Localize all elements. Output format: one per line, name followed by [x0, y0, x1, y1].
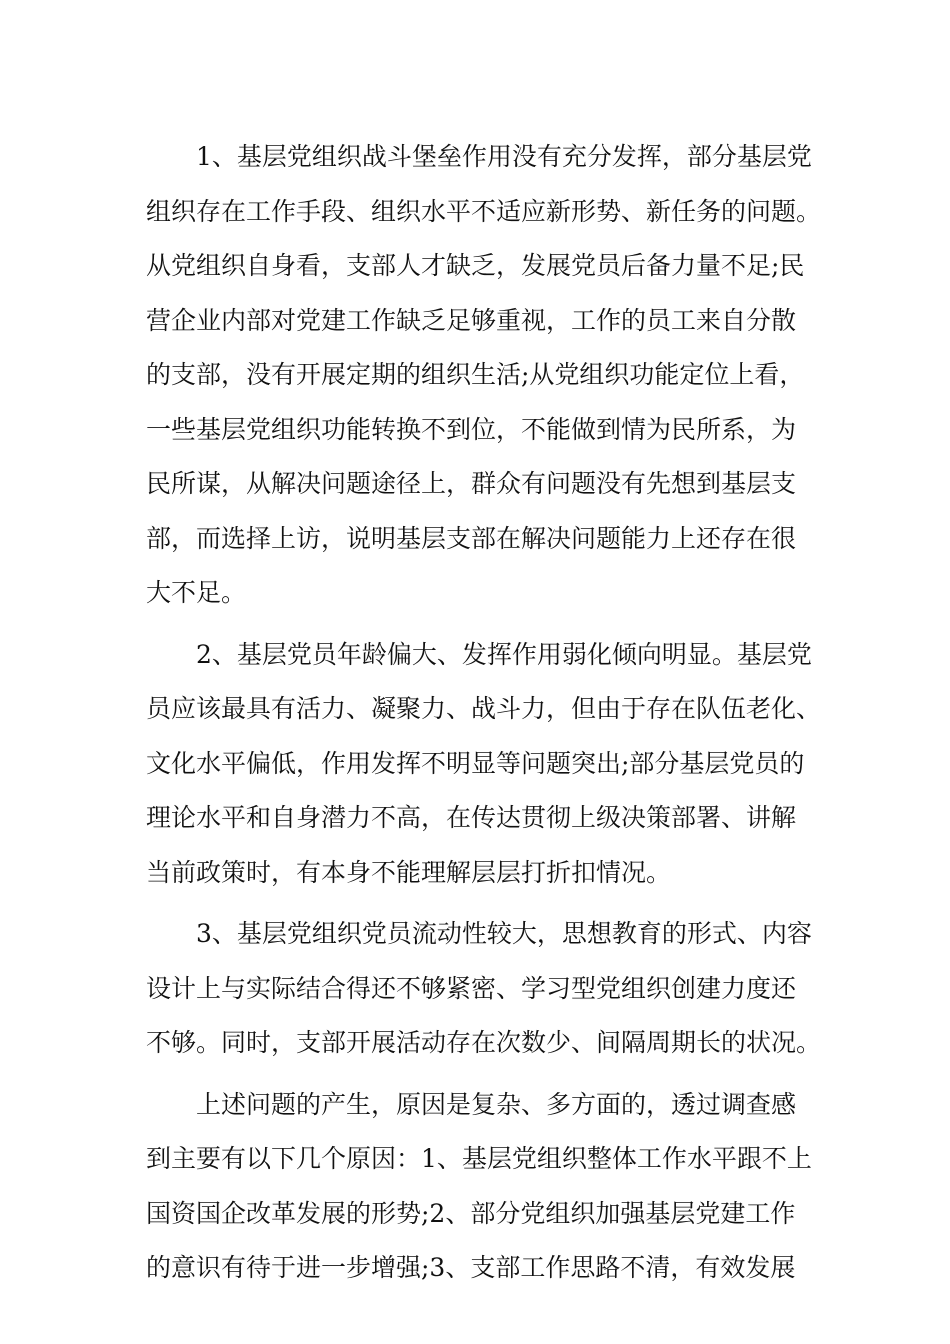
text-line: 大不足。: [146, 578, 247, 607]
text-line: 1、基层党组织战斗堡垒作用没有充分发挥，部分基层党: [196, 142, 812, 171]
text-line: 部，而选择上访，说明基层支部在解决问题能力上还存在很: [146, 523, 797, 553]
text-line: 国资国企改革发展的形势;2、部分党组织加强基层党建工作: [146, 1198, 796, 1228]
text-line: 员应该最具有活力、凝聚力、战斗力，但由于存在队伍老化、: [146, 694, 822, 723]
paragraph-2: [146, 628, 822, 901]
text-line: 当前政策时，有本身不能理解层层打折扣情况。: [146, 857, 672, 887]
text-line: 理论水平和自身潜力不高，在传达贯彻上级决策部署、讲解: [146, 803, 797, 832]
text-line: 民所谋，从解决问题途径上，群众有问题没有先想到基层支: [146, 469, 797, 498]
text-line: 2、基层党员年龄偏大、发挥作用弱化倾向明显。基层党: [196, 639, 812, 669]
text-line: 的支部，没有开展定期的组织生活;从党组织功能定位上看，: [146, 360, 805, 389]
document-body: [146, 130, 822, 1296]
paragraph-4: [146, 1078, 812, 1296]
text-line: 到主要有以下几个原因：1、基层党组织整体工作水平跟不上: [146, 1144, 812, 1173]
text-line: 文化水平偏低，作用发挥不明显等问题突出;部分基层党员的: [146, 748, 805, 778]
paragraph-spacer: [146, 900, 806, 907]
paragraph-spacer: [146, 1071, 806, 1078]
paragraph-1: [146, 130, 822, 621]
text-line: 从党组织自身看，支部人才缺乏，发展党员后备力量不足;民: [146, 251, 805, 280]
text-line: 设计上与实际结合得还不够紧密、学习型党组织创建力度还: [146, 973, 797, 1003]
text-line: 一些基层党组织功能转换不到位，不能做到情为民所系，为: [146, 414, 797, 444]
text-line: 上述问题的产生，原因是复杂、多方面的，透过调查感: [196, 1089, 797, 1119]
text-line: 不够。同时，支部开展活动存在次数少、间隔周期长的状况。: [146, 1028, 822, 1057]
text-line: 3、基层党组织党员流动性较大，思想教育的形式、内容: [196, 919, 812, 948]
paragraph-spacer: [146, 621, 806, 628]
text-line: 的意识有待于进一步增强;3、支部工作思路不清，有效发展: [146, 1253, 796, 1282]
text-line: 组织存在工作手段、组织水平不适应新形势、新任务的问题。: [146, 196, 822, 226]
paragraph-3: [146, 907, 822, 1071]
text-line: 营企业内部对党建工作缺乏足够重视，工作的员工来自分散: [146, 305, 797, 335]
